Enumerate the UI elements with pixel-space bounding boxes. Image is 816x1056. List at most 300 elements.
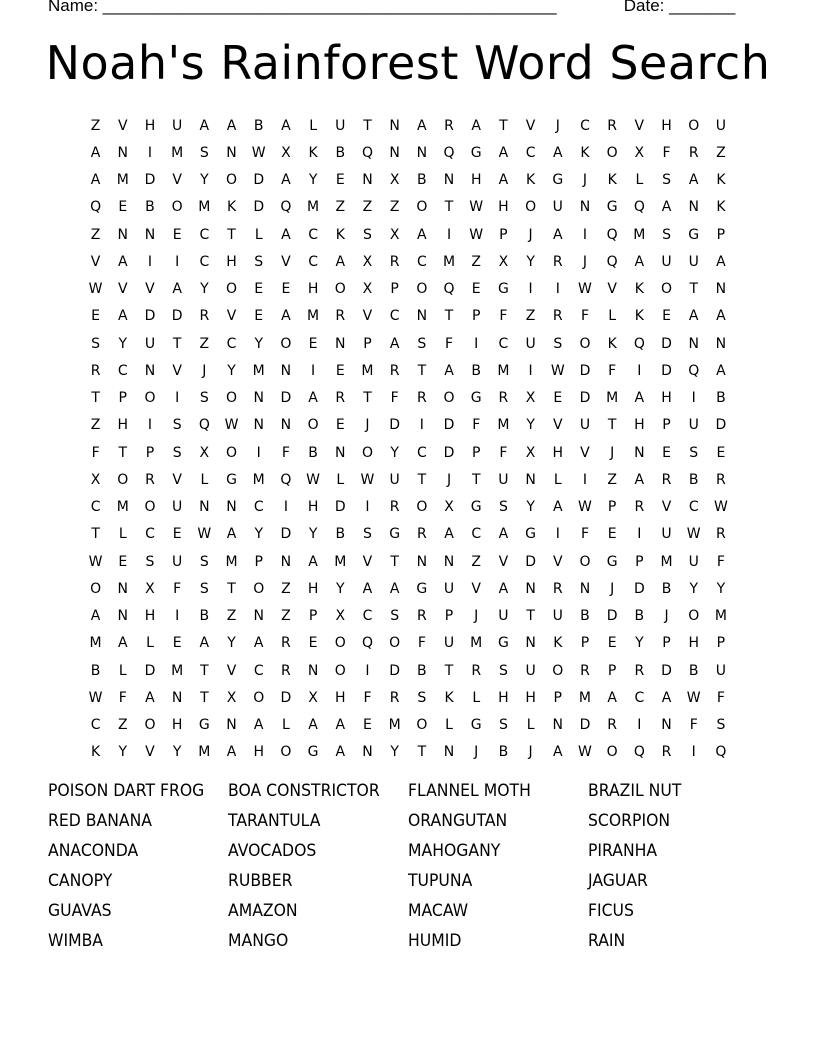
grid-letter[interactable]: O [389,635,401,652]
grid-letter[interactable]: A [335,253,346,270]
grid-letter[interactable]: A [199,635,210,652]
grid-letter[interactable]: R [281,635,291,652]
grid-letter[interactable]: B [580,608,590,625]
grid-letter[interactable]: Q [280,199,292,216]
grid-letter[interactable]: H [634,417,645,434]
grid-letter[interactable]: D [579,390,591,407]
grid-letter[interactable]: Z [90,117,101,134]
grid-letter[interactable]: K [308,144,318,161]
grid-letter[interactable]: D [443,444,455,461]
grid-letter[interactable]: O [688,608,700,625]
grid-letter[interactable]: J [582,253,588,270]
grid-letter[interactable]: U [715,117,727,134]
grid-letter[interactable]: U [688,553,699,570]
grid-letter[interactable]: Q [633,199,645,216]
grid-letter[interactable]: O [226,390,238,407]
grid-letter[interactable]: S [662,226,671,243]
grid-letter[interactable]: R [498,390,509,407]
grid-letter[interactable]: B [716,390,726,407]
grid-letter[interactable]: I [147,253,153,270]
grid-letter[interactable]: V [362,308,373,325]
grid-letter[interactable]: V [634,117,645,134]
grid-letter[interactable]: Y [526,253,535,270]
grid-letter[interactable]: M [633,226,646,243]
grid-letter[interactable]: P [471,444,481,461]
grid-letter[interactable]: B [688,471,699,488]
grid-letter[interactable]: X [90,471,101,488]
grid-letter[interactable]: N [117,144,129,161]
grid-letter[interactable]: A [226,526,237,543]
date-field[interactable]: Date: _______ [623,0,736,15]
grid-letter[interactable]: G [416,580,428,597]
grid-letter[interactable]: C [199,253,210,270]
grid-letter[interactable]: H [688,635,699,652]
grid-letter[interactable]: R [335,390,346,407]
grid-letter[interactable]: A [552,499,563,516]
grid-letter[interactable]: N [335,444,346,461]
grid-letter[interactable]: L [118,662,127,679]
grid-letter[interactable]: C [471,526,482,543]
grid-letter[interactable]: E [662,308,671,325]
grid-letter[interactable]: V [172,362,182,379]
grid-letter[interactable]: K [607,335,617,352]
grid-letter[interactable]: J [528,226,533,243]
grid-letter[interactable]: I [419,417,424,434]
grid-letter[interactable]: N [688,199,699,216]
grid-letter[interactable]: A [417,226,427,243]
grid-letter[interactable]: V [552,553,563,570]
grid-letter[interactable]: T [444,308,454,325]
grid-letter[interactable]: A [552,744,563,761]
grid-letter[interactable]: J [582,172,588,189]
grid-letter[interactable]: O [280,744,292,761]
grid-letter[interactable]: D [280,390,292,407]
grid-letter[interactable]: X [226,689,237,706]
grid-letter[interactable]: Y [336,580,345,597]
grid-letter[interactable]: N [171,689,183,706]
grid-letter[interactable]: M [252,471,265,488]
grid-letter[interactable]: F [445,335,454,352]
grid-letter[interactable]: H [470,172,482,189]
grid-letter[interactable]: U [552,199,563,216]
grid-letter[interactable]: P [580,635,590,652]
grid-letter[interactable]: P [471,308,481,325]
grid-letter[interactable]: S [363,226,372,243]
grid-letter[interactable]: O [579,335,591,352]
grid-letter[interactable]: O [416,717,428,734]
grid-letter[interactable]: X [444,499,454,516]
grid-letter[interactable]: B [417,662,427,679]
grid-letter[interactable]: F [173,580,182,597]
grid-letter[interactable]: W [88,553,103,570]
grid-letter[interactable]: I [446,226,452,243]
grid-letter[interactable]: N [443,553,455,570]
grid-letter[interactable]: E [662,444,671,461]
grid-letter[interactable]: P [308,608,318,625]
grid-letter[interactable]: V [281,253,291,270]
grid-letter[interactable]: O [606,744,618,761]
grid-letter[interactable]: G [470,390,482,407]
grid-letter[interactable]: N [117,580,129,597]
grid-letter[interactable]: T [417,362,427,379]
grid-letter[interactable]: C [117,362,128,379]
grid-letter[interactable]: C [498,335,509,352]
grid-letter[interactable]: B [90,662,101,679]
grid-letter[interactable]: L [445,717,453,734]
grid-letter[interactable]: I [582,226,588,243]
grid-letter[interactable]: Y [227,362,236,379]
grid-letter[interactable]: G [470,717,482,734]
grid-letter[interactable]: M [714,608,727,625]
grid-letter[interactable]: F [499,308,508,325]
grid-letter[interactable]: S [172,417,182,434]
grid-letter[interactable]: G [606,199,618,216]
grid-letter[interactable]: N [634,444,645,461]
grid-letter[interactable]: X [145,580,155,597]
grid-letter[interactable]: A [335,717,346,734]
grid-letter[interactable]: U [389,471,400,488]
grid-letter[interactable]: R [389,689,400,706]
grid-letter[interactable]: N [579,580,591,597]
grid-letter[interactable]: V [471,580,481,597]
grid-letter[interactable]: E [335,417,345,434]
grid-letter[interactable]: Q [90,199,102,216]
grid-letter[interactable]: X [389,172,400,189]
grid-letter[interactable]: A [281,117,291,134]
grid-letter[interactable]: M [89,635,102,652]
grid-letter[interactable]: F [689,717,698,734]
grid-letter[interactable]: V [117,281,128,298]
grid-letter[interactable]: W [88,689,103,706]
grid-letter[interactable]: H [144,608,156,625]
grid-letter[interactable]: H [498,199,509,216]
grid-letter[interactable]: G [497,281,509,298]
grid-letter[interactable]: A [172,281,182,298]
grid-letter[interactable]: T [689,281,698,298]
grid-letter[interactable]: S [390,608,400,625]
grid-letter[interactable]: V [607,281,617,298]
grid-letter[interactable]: O [416,281,428,298]
grid-letter[interactable]: E [471,281,481,298]
grid-letter[interactable]: W [686,526,701,543]
grid-letter[interactable]: S [716,717,726,734]
grid-letter[interactable]: V [117,117,128,134]
grid-letter[interactable]: X [634,144,645,161]
grid-letter[interactable]: D [715,417,727,434]
grid-letter[interactable]: H [498,689,509,706]
grid-letter[interactable]: U [688,253,699,270]
grid-letter[interactable]: A [117,308,128,325]
grid-letter[interactable]: R [688,144,699,161]
grid-letter[interactable]: U [579,417,591,434]
grid-letter[interactable]: B [199,608,210,625]
grid-letter[interactable]: S [199,553,209,570]
grid-letter[interactable]: E [308,635,318,652]
grid-letter[interactable]: P [607,662,617,679]
grid-letter[interactable]: D [633,580,645,597]
grid-letter[interactable]: A [308,390,318,407]
grid-letter[interactable]: N [253,417,264,434]
grid-letter[interactable]: R [607,117,618,134]
grid-letter[interactable]: R [199,308,210,325]
grid-letter[interactable]: A [444,526,454,543]
grid-letter[interactable]: D [253,172,265,189]
grid-letter[interactable]: I [691,744,696,761]
grid-letter[interactable]: V [172,471,182,488]
grid-letter[interactable]: R [716,526,726,543]
grid-letter[interactable]: R [416,526,427,543]
grid-letter[interactable]: A [90,172,101,189]
grid-letter[interactable]: M [442,253,456,270]
grid-letter[interactable]: D [253,199,265,216]
grid-letter[interactable]: P [716,226,726,243]
grid-letter[interactable]: A [634,253,645,270]
grid-letter[interactable]: N [280,362,292,379]
grid-letter[interactable]: H [226,253,237,270]
grid-letter[interactable]: I [175,253,180,270]
grid-letter[interactable]: A [634,471,645,488]
grid-letter[interactable]: H [307,499,319,516]
grid-letter[interactable]: N [307,662,319,679]
grid-letter[interactable]: A [498,580,509,597]
grid-letter[interactable]: A [308,553,318,570]
grid-letter[interactable]: V [145,744,155,761]
grid-letter[interactable]: N [525,635,536,652]
grid-letter[interactable]: N [443,744,455,761]
grid-letter[interactable]: A [471,117,481,134]
grid-letter[interactable]: B [335,526,346,543]
grid-letter[interactable]: A [90,608,101,625]
grid-letter[interactable]: F [716,553,725,570]
grid-letter[interactable]: N [416,553,428,570]
grid-letter[interactable]: R [145,471,155,488]
grid-letter[interactable]: I [175,608,180,625]
grid-letter[interactable]: T [200,662,209,679]
grid-letter[interactable]: W [469,226,484,243]
grid-letter[interactable]: G [389,526,401,543]
grid-letter[interactable]: K [91,744,101,761]
grid-letter[interactable]: Z [281,608,291,625]
grid-letter[interactable]: M [198,744,211,761]
grid-letter[interactable]: Z [716,144,726,161]
grid-letter[interactable]: P [662,635,671,652]
grid-letter[interactable]: H [335,689,346,706]
grid-letter[interactable]: O [416,199,428,216]
grid-letter[interactable]: E [308,335,318,352]
grid-letter[interactable]: N [688,335,699,352]
grid-letter[interactable]: X [525,444,536,461]
grid-letter[interactable]: D [144,662,156,679]
grid-letter[interactable]: B [417,172,427,189]
grid-letter[interactable]: O [661,281,673,298]
grid-letter[interactable]: C [90,499,101,516]
grid-letter[interactable]: U [498,471,509,488]
grid-letter[interactable]: H [253,744,264,761]
grid-letter[interactable]: C [416,444,427,461]
grid-letter[interactable]: N [416,144,428,161]
grid-letter[interactable]: S [199,144,209,161]
grid-letter[interactable]: M [660,553,673,570]
grid-letter[interactable]: B [308,444,318,461]
grid-letter[interactable]: C [253,662,264,679]
grid-letter[interactable]: V [226,662,237,679]
grid-letter[interactable]: Y [254,335,263,352]
grid-letter[interactable]: N [389,117,400,134]
grid-letter[interactable]: X [199,444,210,461]
grid-letter[interactable]: D [389,417,401,434]
grid-letter[interactable]: F [472,417,481,434]
grid-letter[interactable]: M [388,717,401,734]
grid-letter[interactable]: C [226,335,237,352]
grid-letter[interactable]: A [199,117,210,134]
grid-letter[interactable]: F [662,144,671,161]
grid-letter[interactable]: N [117,608,129,625]
grid-letter[interactable]: V [525,117,536,134]
grid-letter[interactable]: M [497,362,510,379]
grid-letter[interactable]: I [528,281,533,298]
grid-letter[interactable]: I [528,362,533,379]
grid-letter[interactable]: S [91,335,101,352]
grid-letter[interactable]: F [91,444,100,461]
grid-letter[interactable]: R [634,662,645,679]
grid-letter[interactable]: S [553,335,563,352]
grid-letter[interactable]: B [634,608,645,625]
grid-letter[interactable]: F [499,444,508,461]
grid-letter[interactable]: W [713,499,728,516]
grid-letter[interactable]: R [416,608,427,625]
grid-letter[interactable]: L [526,717,535,734]
grid-letter[interactable]: A [281,172,291,189]
grid-letter[interactable]: G [525,526,537,543]
grid-letter[interactable]: L [309,117,317,134]
grid-letter[interactable]: O [144,499,156,516]
grid-letter[interactable]: Q [198,417,210,434]
grid-letter[interactable]: R [90,362,101,379]
grid-letter[interactable]: V [362,553,373,570]
grid-letter[interactable]: G [198,717,210,734]
grid-letter[interactable]: N [443,172,455,189]
grid-letter[interactable]: Z [199,335,210,352]
grid-letter[interactable]: A [226,744,237,761]
grid-letter[interactable]: N [144,362,156,379]
grid-letter[interactable]: J [474,608,479,625]
grid-letter[interactable]: N [335,335,346,352]
grid-letter[interactable]: K [634,281,644,298]
grid-letter[interactable]: G [688,226,700,243]
grid-letter[interactable]: E [281,281,291,298]
grid-letter[interactable]: D [334,499,346,516]
grid-letter[interactable]: Z [471,253,482,270]
grid-letter[interactable]: A [253,635,264,652]
grid-letter[interactable]: Q [443,281,455,298]
grid-letter[interactable]: Z [471,553,482,570]
grid-letter[interactable]: O [334,662,346,679]
grid-letter[interactable]: X [389,226,400,243]
grid-letter[interactable]: S [498,662,508,679]
grid-letter[interactable]: I [256,444,261,461]
grid-letter[interactable]: H [144,117,156,134]
grid-letter[interactable]: Z [90,417,101,434]
grid-letter[interactable]: P [118,390,127,407]
grid-letter[interactable]: W [251,144,266,161]
grid-letter[interactable]: Z [389,199,400,216]
grid-letter[interactable]: Y [172,744,182,761]
grid-letter[interactable]: A [308,717,318,734]
grid-letter[interactable]: N [525,580,536,597]
grid-letter[interactable]: A [417,117,427,134]
grid-letter[interactable]: J [610,444,615,461]
grid-letter[interactable]: N [199,499,210,516]
grid-letter[interactable]: Q [443,144,455,161]
grid-letter[interactable]: F [417,635,426,652]
grid-letter[interactable]: N [579,199,591,216]
grid-letter[interactable]: X [498,253,509,270]
grid-letter[interactable]: H [661,117,672,134]
grid-letter[interactable]: C [308,253,318,270]
grid-letter[interactable]: J [555,117,560,134]
grid-letter[interactable]: N [661,717,672,734]
grid-letter[interactable]: M [361,362,374,379]
grid-letter[interactable]: A [498,144,509,161]
grid-letter[interactable]: X [281,144,291,161]
grid-letter[interactable]: N [226,499,237,516]
grid-letter[interactable]: T [227,226,236,243]
grid-letter[interactable]: A [281,308,291,325]
grid-letter[interactable]: J [202,362,207,379]
grid-letter[interactable]: O [253,689,265,706]
grid-letter[interactable]: L [472,689,481,706]
grid-letter[interactable]: T [118,444,128,461]
grid-letter[interactable]: P [390,281,399,298]
grid-letter[interactable]: T [417,744,427,761]
grid-letter[interactable]: I [474,335,479,352]
grid-letter[interactable]: M [470,635,483,652]
grid-letter[interactable]: D [579,362,591,379]
grid-letter[interactable]: R [634,499,645,516]
grid-letter[interactable]: Y [118,744,128,761]
grid-letter[interactable]: O [280,335,292,352]
grid-letter[interactable]: R [552,580,563,597]
grid-letter[interactable]: U [525,662,536,679]
grid-letter[interactable]: R [471,662,482,679]
grid-letter[interactable]: I [175,390,180,407]
grid-letter[interactable]: M [198,199,211,216]
grid-letter[interactable]: Y [390,744,399,761]
grid-letter[interactable]: Y [200,172,209,189]
grid-letter[interactable]: T [363,390,372,407]
grid-letter[interactable]: D [443,417,455,434]
grid-letter[interactable]: P [499,226,508,243]
grid-letter[interactable]: A [117,253,128,270]
grid-letter[interactable]: O [253,580,265,597]
grid-letter[interactable]: A [389,335,400,352]
grid-letter[interactable]: O [226,281,238,298]
grid-letter[interactable]: U [172,553,183,570]
grid-letter[interactable]: E [363,717,372,734]
grid-letter[interactable]: O [416,499,428,516]
grid-letter[interactable]: O [334,635,346,652]
grid-letter[interactable]: C [688,499,699,516]
grid-letter[interactable]: Z [226,608,237,625]
grid-letter[interactable]: G [552,172,564,189]
grid-letter[interactable]: G [307,744,319,761]
grid-letter[interactable]: A [716,253,726,270]
grid-letter[interactable]: E [172,226,182,243]
grid-letter[interactable]: F [118,689,127,706]
grid-letter[interactable]: K [634,308,644,325]
grid-letter[interactable]: L [635,172,644,189]
grid-letter[interactable]: T [417,471,427,488]
